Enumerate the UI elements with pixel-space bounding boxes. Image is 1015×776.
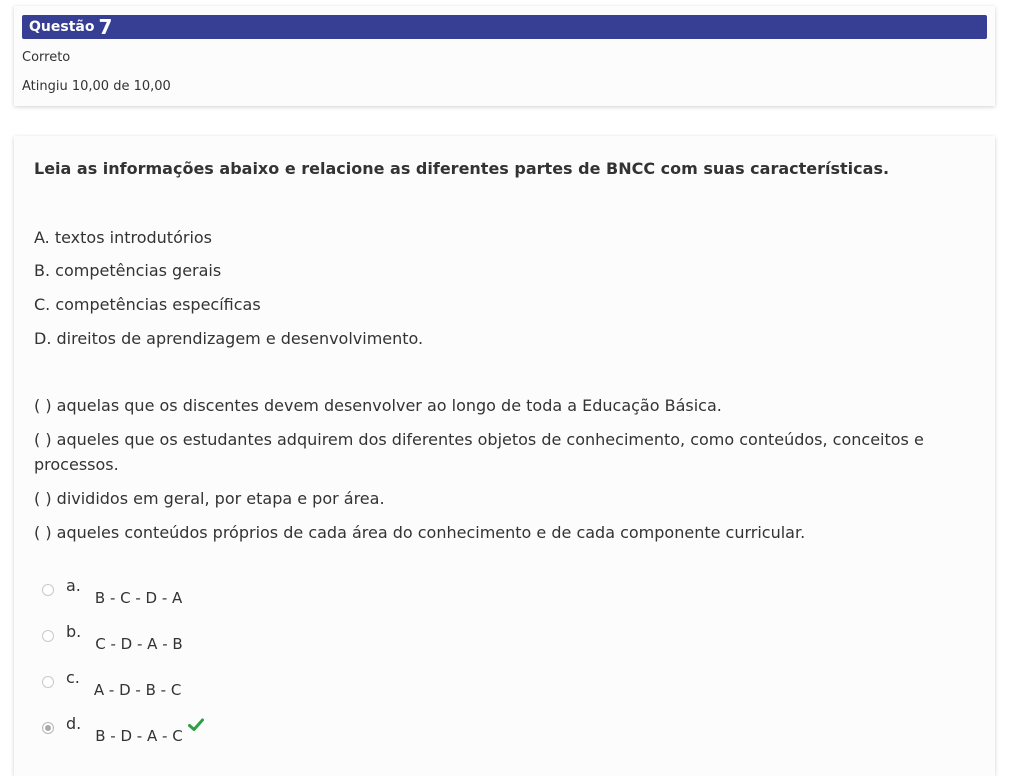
question-state: Correto [22,50,71,65]
option-letter: c. [66,668,80,687]
part-item: B. competências gerais [34,261,222,280]
part-item: C. competências específicas [34,295,261,314]
question-grade: Atingiu 10,00 de 10,00 [22,79,171,94]
question-number: 7 [98,15,113,39]
statement-item: ( ) aqueles que os estudantes adquirem dos diferentes objetos de conhecimento, como conteúdos, conceitos e processos. [34,430,924,474]
radio-button[interactable] [42,630,54,642]
statement-item: ( ) aqueles conteúdos próprios de cada área do conhecimento e de cada componente curricular. [34,523,806,542]
check-icon [188,718,204,732]
answer-option-c[interactable] [42,668,181,698]
option-text: A - D - B - C [93,681,182,699]
option-letter: b. [66,622,82,641]
option-text: B - C - D - A [94,589,183,607]
radio-button-checked[interactable] [42,722,54,734]
question-content-card [14,136,995,776]
answer-option-b[interactable] [42,622,183,652]
radio-button[interactable] [42,676,54,688]
option-letter: d. [66,714,82,733]
part-item: D. direitos de aprendizagem e desenvolvimento. [34,329,424,348]
option-letter: a. [66,576,81,595]
option-text: C - D - A - B [95,635,183,653]
radio-button[interactable] [42,584,54,596]
part-item: A. textos introdutórios [34,228,213,247]
answer-option-d[interactable] [42,714,204,744]
option-text: B - D - A - C [95,727,183,745]
question-info-card [14,6,995,106]
question-text: Leia as informações abaixo e relacione as diferentes partes de BNCC com suas características. [34,159,890,178]
statement-item: ( ) divididos em geral, por etapa e por área. [34,489,385,508]
statement-item: ( ) aquelas que os discentes devem desenvolver ao longo de toda a Educação Básica. [34,396,722,415]
question-label: Questão [29,19,95,35]
question-header [22,15,987,39]
answer-option-a[interactable] [42,576,182,606]
